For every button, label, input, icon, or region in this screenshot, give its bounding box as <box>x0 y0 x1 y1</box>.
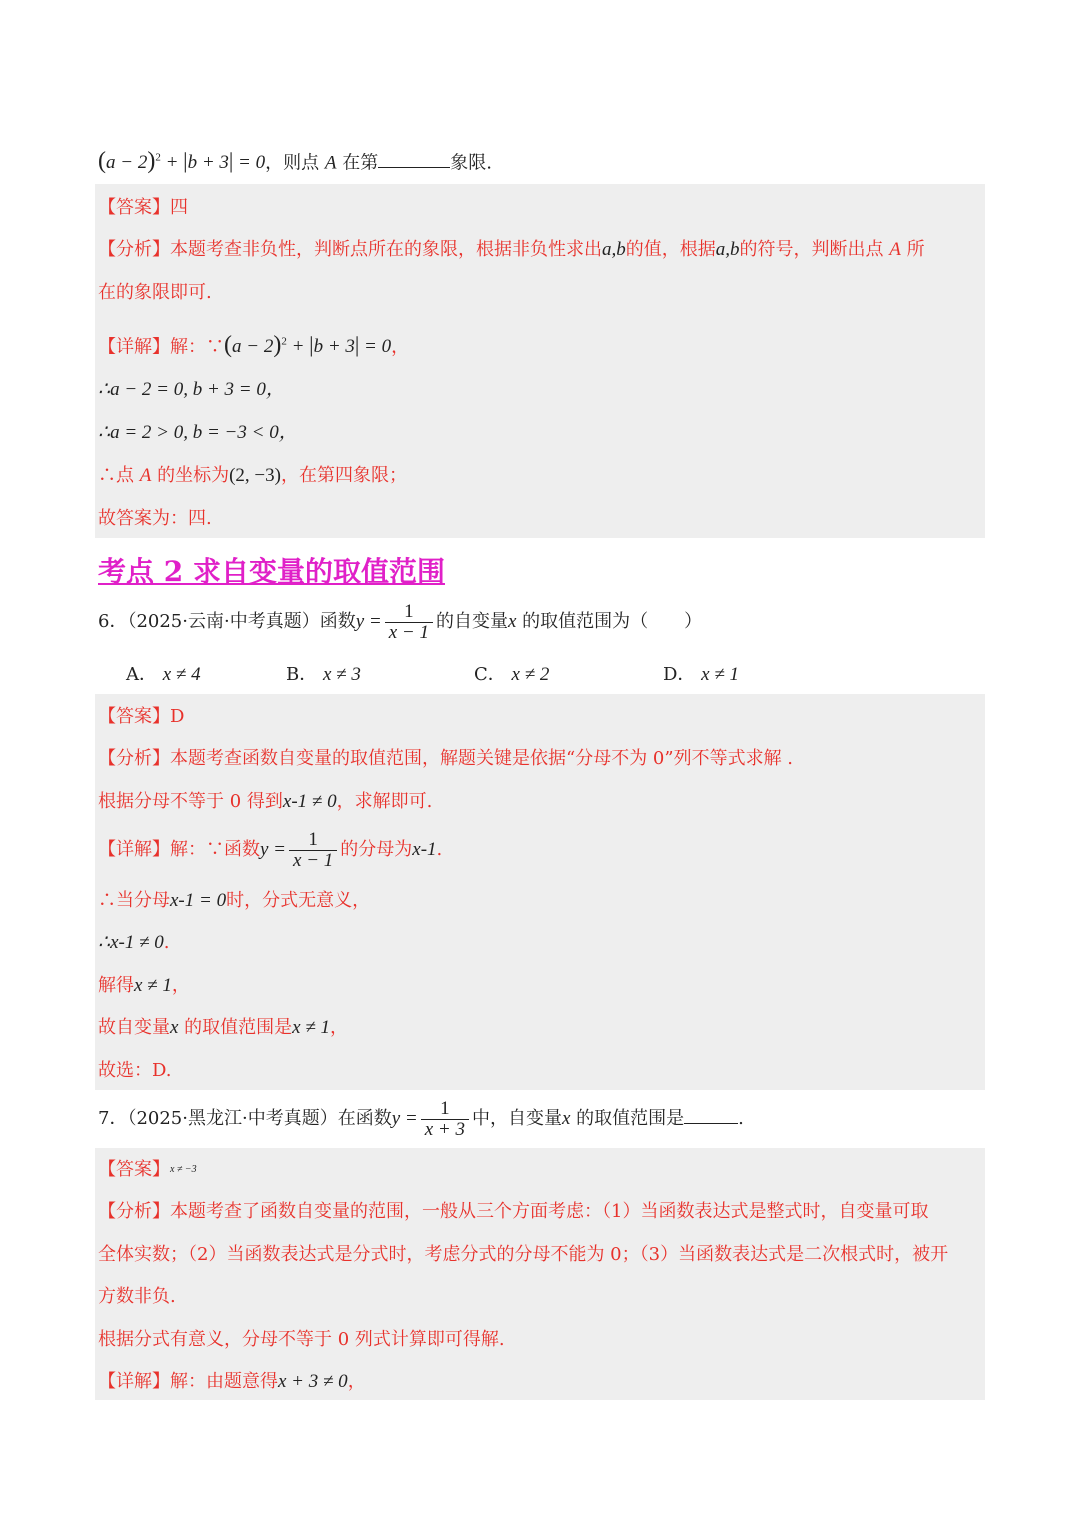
var-x: x <box>170 1017 179 1038</box>
q5-detail-line: 【详解】解：∵(a − 2)$^2$ + |b + 3| = 0， <box>98 332 410 359</box>
analysis-text: 的符号，判断出点 <box>739 239 884 260</box>
q7-detail-line <box>98 1370 366 1394</box>
q5-stem-tail: 象限. <box>450 152 492 174</box>
option-label: C． <box>474 664 506 685</box>
analysis-label: 【分析】 <box>98 1201 170 1222</box>
option-value: x ≠ 1 <box>701 664 740 685</box>
q5-equation: $(a - 2)^2 + |b + 3| = 0$ <box>98 148 266 175</box>
detail-equation: $(a - 2)^2 + |b + 3| = 0$ <box>224 332 392 359</box>
func-y: y = <box>391 1108 418 1129</box>
q6-answer-line <box>98 705 184 729</box>
detail-text: 解：∵ <box>170 336 224 358</box>
step-text: 故选：D. <box>98 1060 172 1081</box>
q5-step-3 <box>98 464 407 488</box>
step-math: ∴x-1 ≠ 0 <box>98 932 164 953</box>
detail-fraction <box>289 830 337 871</box>
detail-label: 【详解】 <box>98 1371 170 1392</box>
detail-text: 解：∵函数 <box>170 839 260 860</box>
answer-label: 【答案】 <box>98 706 170 727</box>
analysis-text: 本题考查函数自变量的取值范围，解题关键是依据“分母不为 0”列不等式求解 . <box>170 748 794 769</box>
q7-stem-text: 7．（2025·黑龙江·中考真题）在函数 <box>98 1108 392 1129</box>
detail-math: x-1 <box>412 839 437 860</box>
step-math: ∴a = 2 > 0, b = −3 < 0， <box>98 422 298 443</box>
q6-option-b <box>286 663 361 687</box>
q6-stem-line <box>98 600 702 644</box>
detail-text: 解：由题意得 <box>170 1371 278 1392</box>
answer-value: x ≠ −3 <box>170 1164 197 1175</box>
q7-answer-blank <box>684 1123 738 1124</box>
q6-analysis-line-2 <box>98 790 432 814</box>
detail-math: x + 3 ≠ 0 <box>278 1371 348 1392</box>
q6-option-c <box>474 663 549 687</box>
q5-stem-line <box>98 146 492 175</box>
q5-answer-line <box>98 196 188 220</box>
q6-step-4 <box>98 1016 348 1040</box>
q7-stem-line <box>98 1097 744 1141</box>
analysis-text: 本题考查了函数自变量的范围，一般从三个方面考虑：（1）当函数表达式是整式时，自变量可取 <box>170 1201 929 1222</box>
analysis-text: 所 <box>906 239 925 260</box>
step-text: ∴点 <box>98 465 134 486</box>
answer-label: 【答案】 <box>98 197 170 218</box>
func-y: y = <box>260 839 287 860</box>
analysis-text: 根据分母不等于 0 得到 <box>98 791 283 812</box>
step-math: x ≠ 1 <box>292 1017 331 1038</box>
detail-label: 【详解】 <box>98 839 170 860</box>
frac-numerator: 1 <box>404 600 414 622</box>
q5-step-2 <box>98 421 298 445</box>
q7-analysis-line-4 <box>98 1328 505 1352</box>
option-label: D． <box>663 664 696 685</box>
option-value: x ≠ 2 <box>511 664 550 685</box>
step-math: ∴a − 2 = 0, b + 3 = 0， <box>98 379 285 400</box>
var-x: x <box>561 1108 571 1129</box>
q7-analysis-line-3 <box>98 1285 176 1309</box>
option-value: x ≠ 3 <box>322 664 361 685</box>
analysis-math: x-1 ≠ 0 <box>282 791 337 812</box>
analysis-label: 【分析】 <box>98 239 170 260</box>
analysis-text: 的值，根据 <box>625 239 716 260</box>
step-text: 的坐标为 <box>157 465 230 486</box>
step-text: 解得 <box>98 975 134 996</box>
q5-stem-mid: 在第 <box>342 152 379 174</box>
frac-denominator: x − 1 <box>289 850 337 871</box>
option-label: A． <box>126 664 157 685</box>
analysis-text: 方数非负. <box>98 1286 176 1307</box>
var-x: x <box>507 611 517 632</box>
math-ab: a,b <box>715 239 740 260</box>
step-text: ， <box>171 975 190 996</box>
q6-step-1 <box>98 889 370 913</box>
q7-stem-text: . <box>738 1108 744 1129</box>
detail-text: 的分母为 <box>340 839 413 860</box>
step-text: 故答案为：四. <box>98 508 212 529</box>
q6-option-d <box>663 663 739 687</box>
q6-step-3 <box>98 974 190 998</box>
q7-fraction <box>421 1099 469 1140</box>
detail-text: . <box>436 839 443 860</box>
math-point-a: A <box>139 465 152 486</box>
frac-denominator: x + 3 <box>421 1119 469 1140</box>
q7-analysis-line-2 <box>98 1243 948 1267</box>
math-point-a: A <box>889 239 901 260</box>
analysis-text: ，求解即可. <box>336 791 433 812</box>
q6-option-a <box>126 663 201 687</box>
step-text: 时，分式无意义， <box>226 890 371 911</box>
q6-fraction <box>385 602 433 643</box>
step-text: ，在第四象限； <box>280 465 407 486</box>
q7-stem-text: 的取值范围是 <box>576 1108 685 1129</box>
step-math: x-1 = 0 <box>170 890 227 911</box>
analysis-text: 在的象限即可. <box>98 282 212 303</box>
q7-analysis-line-1 <box>98 1200 928 1224</box>
func-y: y = <box>355 611 382 632</box>
q6-analysis-line-1 <box>98 747 793 771</box>
q6-step-5 <box>98 1059 172 1083</box>
analysis-text: 本题考查非负性，判断点所在的象限，根据非负性求出 <box>170 239 602 260</box>
q6-stem-text: 的取值范围为（ ） <box>522 611 703 632</box>
step-math: x ≠ 1 <box>134 975 172 996</box>
option-label: B． <box>286 664 318 685</box>
q7-answer-line <box>98 1158 197 1182</box>
coordinate: (2, −3) <box>229 465 281 486</box>
answer-label: 【答案】 <box>98 1159 170 1180</box>
frac-numerator: 1 <box>308 828 318 850</box>
step-text: . <box>163 932 170 953</box>
q6-stem-text: 的自变量 <box>435 611 508 632</box>
step-text: ∴当分母 <box>98 890 170 911</box>
frac-denominator: x − 1 <box>385 622 433 643</box>
section-title: 考点 2 求自变量的取值范围 <box>98 555 445 588</box>
q7-stem-text: 中，自变量 <box>471 1108 562 1129</box>
q5-analysis-line-1 <box>98 238 925 262</box>
analysis-label: 【分析】 <box>98 748 170 769</box>
detail-label: 【详解】 <box>98 336 170 358</box>
answer-value: D <box>170 706 185 727</box>
step-text: 故自变量 <box>98 1017 170 1038</box>
analysis-text: 根据分式有意义，分母不等于 0 列式计算即可得解. <box>98 1329 505 1350</box>
option-value: x ≠ 4 <box>162 664 201 685</box>
answer-value: 四 <box>170 197 188 218</box>
q5-step-4 <box>98 507 212 531</box>
q5-point: A <box>324 152 337 174</box>
q5-answer-blank <box>378 167 450 168</box>
q6-detail-line <box>98 828 442 872</box>
math-ab: a,b <box>602 239 626 260</box>
detail-text: ， <box>347 1371 366 1392</box>
q5-analysis-line-2 <box>98 281 212 305</box>
q5-stem-end: ，则点 <box>265 152 320 174</box>
frac-numerator: 1 <box>440 1097 450 1119</box>
q7-answer-box <box>95 1148 985 1400</box>
q6-step-2 <box>98 931 170 955</box>
q6-stem-text: 6．（2025·云南·中考真题）函数 <box>98 611 356 632</box>
step-text: 的取值范围是 <box>184 1017 293 1038</box>
q5-step-1 <box>98 378 285 402</box>
analysis-text: 全体实数；（2）当函数表达式是分式时，考虑分式的分母不能为 0；（3）当函数表达式是二次根式时，被开 <box>98 1244 949 1265</box>
step-text: ， <box>330 1017 349 1038</box>
